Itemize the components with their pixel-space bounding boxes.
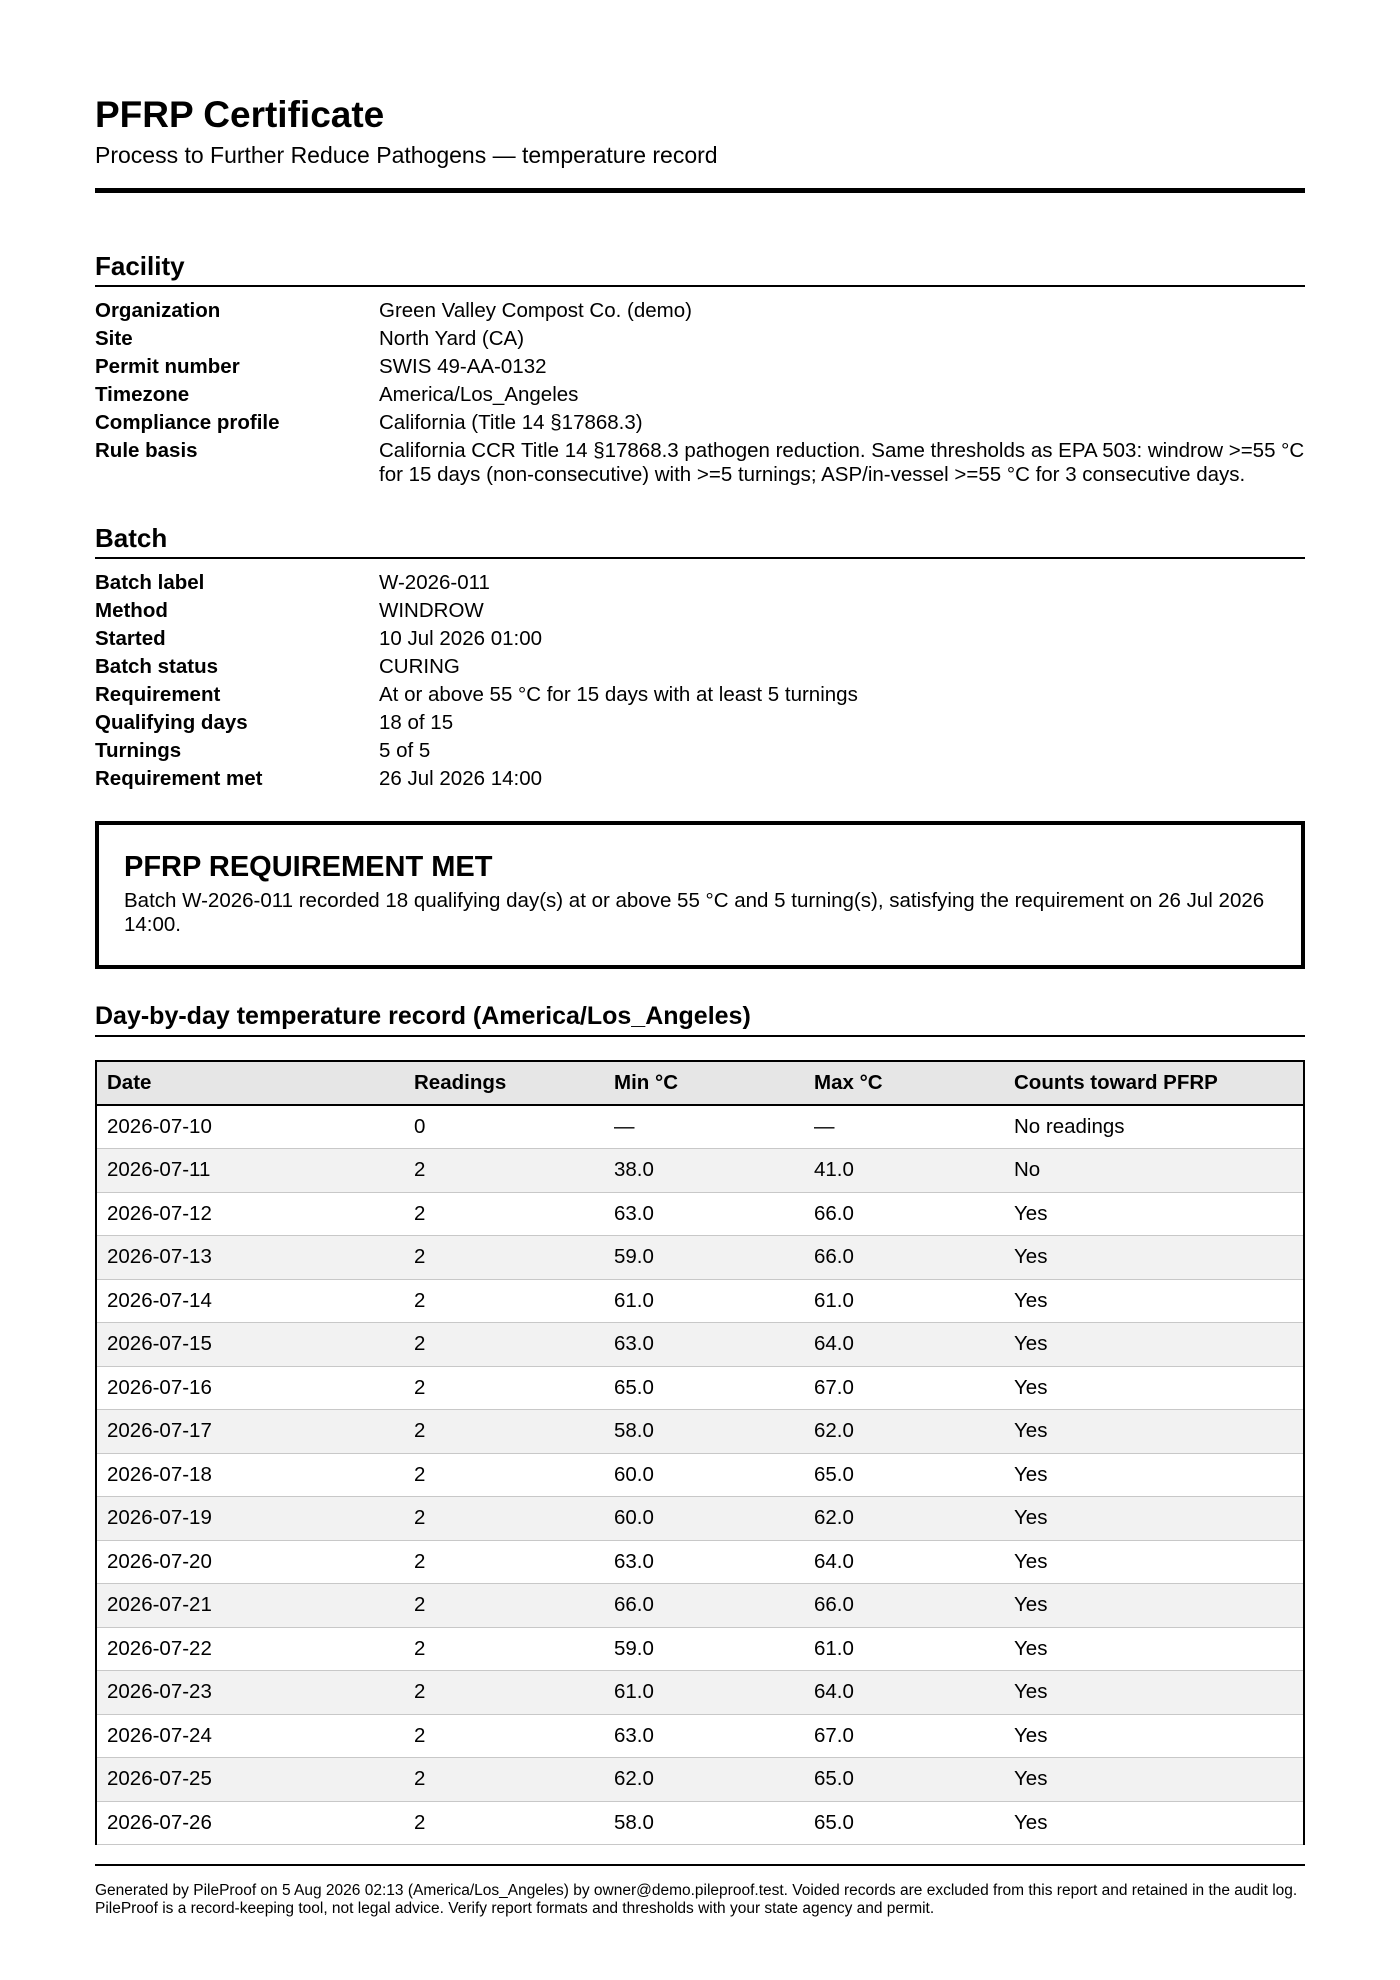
table-row [96, 1758, 1304, 1802]
kv-row-batch-status [95, 653, 1305, 681]
cell-date: 2026-07-26 [96, 1801, 404, 1845]
cell-max: 64.0 [804, 1540, 1004, 1584]
cell-date: 2026-07-12 [96, 1192, 404, 1236]
cell-readings: 2 [404, 1453, 604, 1497]
cell-date: 2026-07-16 [96, 1366, 404, 1410]
table-row [96, 1236, 1304, 1280]
cell-min: 60.0 [604, 1497, 804, 1541]
cell-readings: 2 [404, 1279, 604, 1323]
kv-value: North Yard (CA) [379, 327, 525, 350]
cell-min: 66.0 [604, 1584, 804, 1628]
table-row [96, 1323, 1304, 1367]
table-row [96, 1192, 1304, 1236]
table-row [96, 1540, 1304, 1584]
cell-date: 2026-07-15 [96, 1323, 404, 1367]
table-row [96, 1671, 1304, 1715]
kv-value: CURING [379, 655, 460, 678]
batch-section [95, 521, 1305, 793]
cell-readings: 2 [404, 1758, 604, 1802]
table-row [96, 1714, 1304, 1758]
kv-row-method [95, 597, 1305, 625]
kv-key: Batch status [95, 655, 219, 678]
temperature-table [95, 1060, 1305, 1845]
facility-details [95, 297, 1305, 487]
cell-min: 58.0 [604, 1410, 804, 1454]
table-row [96, 1584, 1304, 1628]
column-header-readings: Readings [404, 1061, 604, 1105]
cell-max: 62.0 [804, 1497, 1004, 1541]
column-header-min: Min °C [604, 1061, 804, 1105]
cell-max: 67.0 [804, 1714, 1004, 1758]
cell-readings: 2 [404, 1627, 604, 1671]
cell-max: 61.0 [804, 1627, 1004, 1671]
cell-min: 61.0 [604, 1671, 804, 1715]
cell-counts: Yes [1004, 1236, 1304, 1280]
cell-readings: 0 [404, 1105, 604, 1149]
cell-readings: 2 [404, 1801, 604, 1845]
kv-row-started [95, 625, 1305, 653]
cell-date: 2026-07-20 [96, 1540, 404, 1584]
table-row [96, 1149, 1304, 1193]
cell-counts: Yes [1004, 1497, 1304, 1541]
requirement-met-banner [95, 821, 1305, 969]
cell-readings: 2 [404, 1236, 604, 1280]
cell-max: 64.0 [804, 1671, 1004, 1715]
cell-counts: Yes [1004, 1627, 1304, 1671]
cell-date: 2026-07-22 [96, 1627, 404, 1671]
record-heading: Day-by-day temperature record (America/Los_Angeles) [95, 999, 1305, 1037]
page-title: PFRP Certificate [95, 94, 385, 135]
kv-row-turnings [95, 737, 1305, 765]
cell-date: 2026-07-10 [96, 1105, 404, 1149]
temperature-record-section [95, 999, 1305, 1845]
table-row [96, 1627, 1304, 1671]
kv-row-site [95, 325, 1305, 353]
batch-heading: Batch [95, 521, 1305, 559]
cell-min: 63.0 [604, 1714, 804, 1758]
table-row [96, 1105, 1304, 1149]
cell-min: 63.0 [604, 1323, 804, 1367]
cell-date: 2026-07-14 [96, 1279, 404, 1323]
cell-max: 61.0 [804, 1279, 1004, 1323]
cell-min: 59.0 [604, 1236, 804, 1280]
kv-value: California CCR Title 14 §17868.3 pathogen reduction. Same thresholds as EPA 503: windrow >=55 °C for 15 days (non-consecutive) with >=5 turnings; ASP/in-vessel >=55 °C for 3 consecutive days. [379, 439, 1305, 486]
cell-max: 65.0 [804, 1758, 1004, 1802]
kv-row-timezone [95, 381, 1305, 409]
table-row [96, 1366, 1304, 1410]
kv-key: Rule basis [95, 439, 198, 462]
column-header-max: Max °C [804, 1061, 1004, 1105]
cell-readings: 2 [404, 1192, 604, 1236]
cell-date: 2026-07-13 [96, 1236, 404, 1280]
table-row [96, 1410, 1304, 1454]
kv-key: Started [95, 627, 166, 650]
kv-value: 26 Jul 2026 14:00 [379, 767, 542, 790]
cell-counts: Yes [1004, 1192, 1304, 1236]
table-row [96, 1801, 1304, 1845]
cell-date: 2026-07-23 [96, 1671, 404, 1715]
table-row [96, 1279, 1304, 1323]
cell-max: 65.0 [804, 1453, 1004, 1497]
kv-key: Timezone [95, 383, 190, 406]
kv-key: Organization [95, 299, 221, 322]
cell-readings: 2 [404, 1714, 604, 1758]
cell-max: 41.0 [804, 1149, 1004, 1193]
cell-date: 2026-07-18 [96, 1453, 404, 1497]
cell-min: — [604, 1105, 804, 1149]
cell-min: 38.0 [604, 1149, 804, 1193]
document-header [95, 0, 1305, 193]
kv-row-requirement [95, 681, 1305, 709]
cell-counts: Yes [1004, 1410, 1304, 1454]
footer-generated-note: Generated by PileProof on 5 Aug 2026 02:13 (America/Los_Angeles) by owner@demo.pileproof.test. Voided records are excluded from this report and retained in the audit log. [95, 1882, 1298, 1899]
kv-key: Requirement met [95, 767, 263, 790]
cell-counts: Yes [1004, 1279, 1304, 1323]
cell-readings: 2 [404, 1671, 604, 1715]
kv-value: California (Title 14 §17868.3) [379, 411, 643, 434]
cell-date: 2026-07-19 [96, 1497, 404, 1541]
cell-counts: Yes [1004, 1540, 1304, 1584]
table-header-row [96, 1061, 1304, 1105]
kv-row-permit-number [95, 353, 1305, 381]
cell-min: 60.0 [604, 1453, 804, 1497]
kv-key: Method [95, 599, 168, 622]
cell-counts: Yes [1004, 1323, 1304, 1367]
page-subtitle: Process to Further Reduce Pathogens — temperature record [95, 142, 718, 168]
kv-row-rule-basis [95, 437, 1305, 487]
kv-row-batch-label [95, 569, 1305, 597]
kv-row-compliance-profile [95, 409, 1305, 437]
banner-title: PFRP REQUIREMENT MET [124, 851, 493, 883]
kv-row-organization [95, 297, 1305, 325]
cell-min: 62.0 [604, 1758, 804, 1802]
kv-row-qualifying-days [95, 709, 1305, 737]
kv-value: Green Valley Compost Co. (demo) [379, 299, 692, 322]
cell-min: 58.0 [604, 1801, 804, 1845]
cell-counts: No readings [1004, 1105, 1304, 1149]
banner-text: Batch W-2026-011 recorded 18 qualifying day(s) at or above 55 °C and 5 turning(s), satisfying the requirement on 26 Jul 2026 14:00. [124, 889, 1265, 936]
column-header-counts: Counts toward PFRP [1004, 1061, 1304, 1105]
cell-counts: No [1004, 1149, 1304, 1193]
kv-key: Site [95, 327, 133, 350]
cell-max: — [804, 1105, 1004, 1149]
kv-value: 18 of 15 [379, 711, 454, 734]
cell-readings: 2 [404, 1584, 604, 1628]
cell-counts: Yes [1004, 1714, 1304, 1758]
cell-date: 2026-07-17 [96, 1410, 404, 1454]
table-row [96, 1497, 1304, 1541]
cell-counts: Yes [1004, 1584, 1304, 1628]
facility-heading: Facility [95, 249, 1305, 287]
cell-max: 65.0 [804, 1801, 1004, 1845]
cell-min: 65.0 [604, 1366, 804, 1410]
kv-value: W-2026-011 [379, 571, 490, 594]
kv-key: Qualifying days [95, 711, 248, 734]
cell-date: 2026-07-11 [96, 1149, 404, 1193]
cell-min: 61.0 [604, 1279, 804, 1323]
cell-readings: 2 [404, 1323, 604, 1367]
table-row [96, 1453, 1304, 1497]
cell-date: 2026-07-24 [96, 1714, 404, 1758]
table-body [96, 1105, 1304, 1845]
kv-value: 10 Jul 2026 01:00 [379, 627, 542, 650]
kv-key: Permit number [95, 355, 240, 378]
kv-row-requirement-met [95, 765, 1305, 793]
cell-min: 59.0 [604, 1627, 804, 1671]
kv-value: America/Los_Angeles [379, 383, 579, 406]
kv-value: 5 of 5 [379, 739, 431, 762]
cell-readings: 2 [404, 1497, 604, 1541]
kv-key: Requirement [95, 683, 221, 706]
cell-readings: 2 [404, 1540, 604, 1584]
cell-max: 66.0 [804, 1584, 1004, 1628]
kv-value: SWIS 49-AA-0132 [379, 355, 547, 378]
cell-max: 64.0 [804, 1323, 1004, 1367]
cell-counts: Yes [1004, 1671, 1304, 1715]
column-header-date: Date [96, 1061, 404, 1105]
cell-max: 67.0 [804, 1366, 1004, 1410]
cell-min: 63.0 [604, 1540, 804, 1584]
kv-value: At or above 55 °C for 15 days with at least 5 turnings [379, 683, 858, 706]
footer-disclaimer: PileProof is a record-keeping tool, not legal advice. Verify report formats and thresholds with your state agency and permit. [95, 1900, 935, 1917]
report-footer [95, 1864, 1305, 1918]
kv-key: Compliance profile [95, 411, 280, 434]
cell-date: 2026-07-21 [96, 1584, 404, 1628]
cell-max: 66.0 [804, 1236, 1004, 1280]
facility-section [95, 249, 1305, 487]
kv-key: Batch label [95, 571, 205, 594]
cell-counts: Yes [1004, 1758, 1304, 1802]
kv-value: WINDROW [379, 599, 484, 622]
cell-max: 66.0 [804, 1192, 1004, 1236]
cell-readings: 2 [404, 1366, 604, 1410]
batch-details [95, 569, 1305, 793]
cell-min: 63.0 [604, 1192, 804, 1236]
cell-readings: 2 [404, 1149, 604, 1193]
cell-readings: 2 [404, 1410, 604, 1454]
cell-counts: Yes [1004, 1453, 1304, 1497]
cell-counts: Yes [1004, 1366, 1304, 1410]
cell-date: 2026-07-25 [96, 1758, 404, 1802]
cell-counts: Yes [1004, 1801, 1304, 1845]
kv-key: Turnings [95, 739, 182, 762]
cell-max: 62.0 [804, 1410, 1004, 1454]
